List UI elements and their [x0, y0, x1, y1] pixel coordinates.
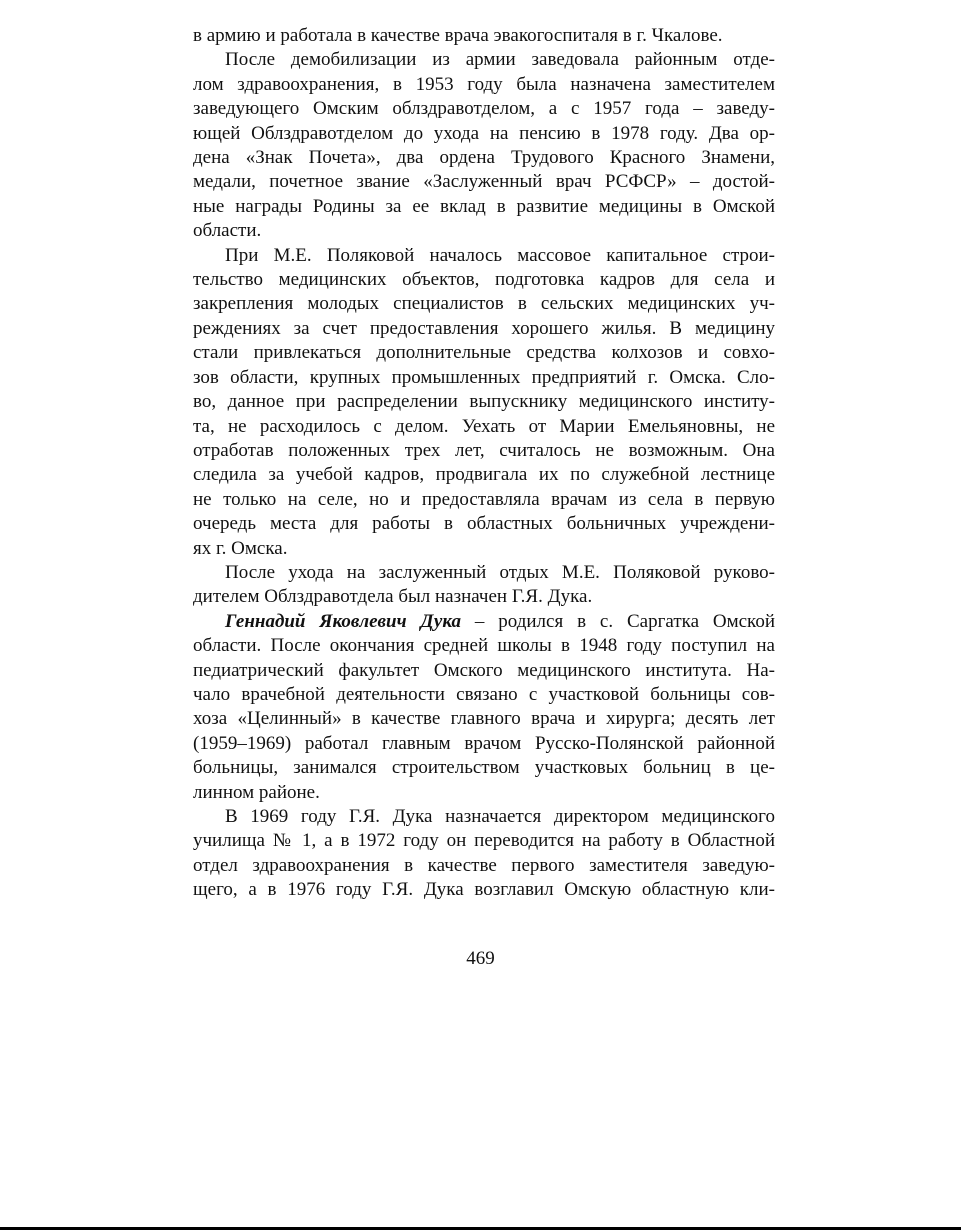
paragraph-4	[193, 561, 775, 610]
text-line: медали, почетное звание «Заслуженный врач РСФСР» – достой-	[193, 171, 775, 193]
paragraph-3	[193, 244, 775, 561]
text-line	[193, 610, 775, 634]
text-line: После ухода на заслуженный отдых М.Е. Поляковой руково-	[225, 561, 775, 583]
text-line: При М.Е. Поляковой началось массовое капитальное строи-	[225, 244, 775, 266]
text-line: ях г. Омска.	[193, 537, 288, 559]
text-line: ющей Облздравотделом до ухода на пенсию в 1978 году. Два ор-	[193, 122, 775, 144]
text-line: заведующего Омским облздравотделом, а с 1957 года – заведу-	[193, 98, 775, 120]
text-line: закрепления молодых специалистов в сельских медицинских уч-	[193, 293, 775, 315]
text-line-rest: – родился в с. Саргатка Омской	[461, 610, 775, 632]
text-line: во, данное при распределении выпускнику медицинского институ-	[193, 391, 775, 413]
text-line: После демобилизации из армии заведовала районным отде-	[225, 49, 775, 71]
text-line: очередь места для работы в областных больничных учреждени-	[193, 513, 775, 535]
text-line: та, не расходилось с делом. Уехать от Марии Емельяновны, не	[193, 415, 775, 437]
person-name: Геннадий Яковлевич Дука	[225, 610, 461, 632]
paragraph-6	[193, 805, 775, 903]
text-line: тельство медицинских объектов, подготовка кадров для села и	[193, 269, 775, 291]
text-line: зов области, крупных промышленных предприятий г. Омска. Сло-	[193, 366, 775, 388]
text-line: дителем Облздравотдела был назначен Г.Я. Дука.	[193, 586, 593, 608]
text-line: области.	[193, 220, 262, 242]
text-line: области. После окончания средней школы в 1948 году поступил на	[193, 635, 775, 657]
text-line: ные награды Родины за ее вклад в развитие медицины в Омской	[193, 195, 775, 217]
text-line: в армию и работала в качестве врача эвакогоспиталя в г. Чкалове.	[193, 25, 723, 46]
body-text	[193, 24, 775, 903]
text-line: не только на селе, но и предоставляла врачам из села в первую	[193, 488, 775, 510]
text-line: В 1969 году Г.Я. Дука назначается директором медицинского	[225, 806, 775, 827]
text-line: училища № 1, а в 1972 году он переводится на работу в Областной	[193, 830, 775, 852]
text-line: педиатрический факультет Омского медицинского института. На-	[193, 659, 775, 681]
paragraph-2	[193, 48, 775, 243]
text-line: линном районе.	[193, 781, 320, 803]
text-line: реждениях за счет предоставления хорошего жилья. В медицину	[193, 317, 775, 339]
text-line: щего, а в 1976 году Г.Я. Дука возглавил Омскую областную кли-	[193, 879, 775, 901]
text-line: отдел здравоохранения в качестве первого заместителя заведую-	[193, 854, 775, 876]
text-line: чало врачебной деятельности связано с участковой больницы сов-	[193, 683, 775, 705]
page-number: 469	[466, 948, 495, 969]
paragraph-5	[193, 610, 775, 805]
text-line: стали привлекаться дополнительные средства колхозов и совхо-	[193, 342, 775, 364]
text-line: (1959–1969) работал главным врачом Русско-Полянской районной	[193, 732, 775, 754]
text-line: дена «Знак Почета», два ордена Трудового Красного Знамени,	[193, 147, 775, 169]
text-line: лом здравоохранения, в 1953 году была назначена заместителем	[193, 73, 775, 95]
text-line: следила за учебой кадров, продвигала их по служебной лестнице	[193, 464, 775, 486]
text-line: хоза «Целинный» в качестве главного врача и хирурга; десять лет	[193, 708, 775, 730]
text-line: отработав положенных трех лет, считалось не возможным. Она	[193, 439, 775, 461]
paragraph-1	[193, 24, 775, 48]
text-line: больницы, занимался строительством участковых больниц в це-	[193, 757, 775, 779]
